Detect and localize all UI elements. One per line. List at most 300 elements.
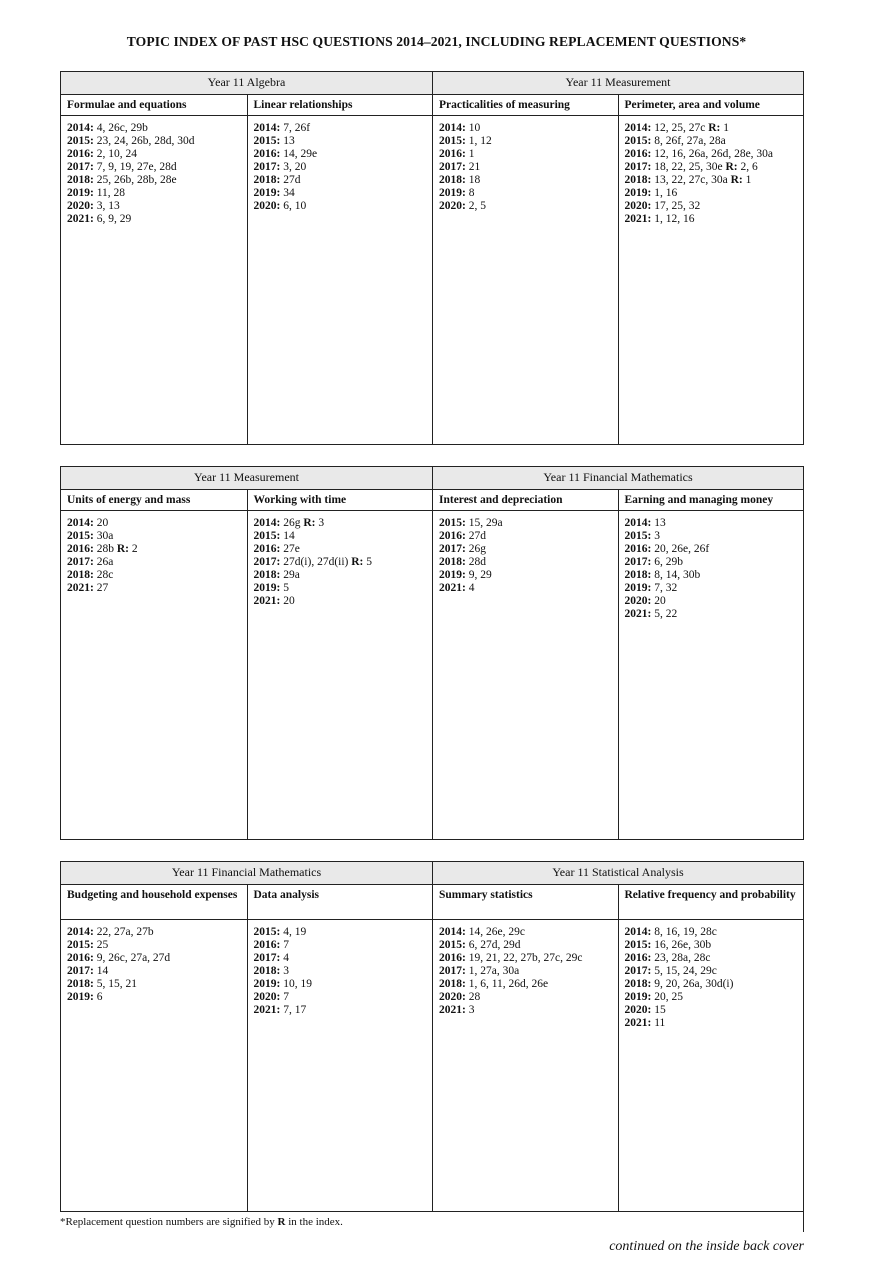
entry-questions: 11 bbox=[654, 1017, 666, 1029]
entry-year: 2015: bbox=[253, 926, 281, 938]
entry-year: 2019: bbox=[624, 187, 652, 199]
entry-questions: 27 bbox=[96, 582, 109, 594]
entry-questions: 25 bbox=[96, 939, 109, 951]
entry-questions: 27d bbox=[283, 174, 301, 186]
entry-year: 2016: bbox=[624, 148, 652, 160]
entry-questions: 4, 26c, 29b bbox=[96, 122, 148, 134]
entry-questions: 1, 27a, 30a bbox=[468, 965, 520, 977]
entry-questions: 16, 26e, 30b bbox=[654, 939, 712, 951]
border-tick bbox=[803, 1210, 804, 1232]
entries-row bbox=[61, 920, 803, 1212]
entry-line bbox=[439, 530, 612, 543]
continued-note: continued on the inside back cover bbox=[609, 1239, 804, 1254]
entry-line bbox=[254, 978, 427, 991]
entry-line bbox=[625, 952, 798, 965]
entry-line bbox=[254, 556, 427, 569]
footnote-text: *Replacement question numbers are signified by bbox=[60, 1216, 275, 1228]
block-header-row bbox=[61, 862, 803, 885]
entry-line bbox=[67, 517, 241, 530]
entry-year: 2021: bbox=[439, 582, 466, 594]
entry-line bbox=[254, 939, 427, 952]
entry-year: 2014: bbox=[439, 926, 466, 938]
entry-line bbox=[254, 1004, 427, 1017]
entry-line bbox=[439, 582, 612, 595]
entries-column bbox=[247, 116, 433, 445]
entry-line bbox=[67, 543, 241, 556]
entry-line bbox=[439, 543, 612, 556]
entry-questions: 3, 20 bbox=[283, 161, 307, 173]
page-title: TOPIC INDEX OF PAST HSC QUESTIONS 2014–2021, INCLUDING REPLACEMENT QUESTIONS* bbox=[126, 34, 747, 49]
entries-column bbox=[247, 920, 433, 1212]
entry-questions: 15 bbox=[654, 1004, 666, 1016]
entry-year: 2016: bbox=[439, 530, 466, 542]
entry-questions: 1 bbox=[468, 148, 475, 160]
entries-row bbox=[61, 511, 803, 840]
entry-year: 2018: bbox=[253, 965, 281, 977]
entry-year: 2015: bbox=[439, 135, 466, 147]
entry-questions: 30a bbox=[96, 530, 114, 542]
entries-column bbox=[618, 116, 804, 445]
entry-line bbox=[625, 965, 798, 978]
entry-line bbox=[67, 952, 241, 965]
entry-year: 2018: bbox=[67, 569, 94, 581]
subtopic-title: Interest and depreciation bbox=[432, 490, 618, 510]
entry-questions: 23, 28a, 28c bbox=[654, 952, 711, 964]
entry-year: 2018: bbox=[439, 978, 466, 990]
entry-year: 2020: bbox=[67, 200, 94, 212]
entry-year: 2014: bbox=[67, 517, 94, 529]
entry-questions: 13 bbox=[654, 517, 666, 529]
entry-line bbox=[439, 926, 612, 939]
entry-line bbox=[439, 1004, 612, 1017]
entry-year: 2020: bbox=[439, 991, 466, 1003]
entry-year: 2019: bbox=[439, 569, 466, 581]
entry-year: 2019: bbox=[624, 582, 652, 594]
entry-questions: 28d bbox=[468, 556, 486, 568]
entry-questions: 4, 19 bbox=[283, 926, 307, 938]
entry-year: 2016: bbox=[624, 952, 652, 964]
entry-line bbox=[625, 1004, 798, 1017]
entry-line bbox=[625, 530, 798, 543]
entries-column bbox=[61, 511, 247, 840]
entry-line bbox=[625, 174, 798, 187]
entry-year: 2017: bbox=[253, 556, 281, 568]
entry-year: 2020: bbox=[439, 200, 466, 212]
entry-questions: 18 bbox=[468, 174, 481, 186]
entry-questions: 34 bbox=[283, 187, 295, 199]
replacement-questions: 3 bbox=[318, 517, 325, 529]
entry-line bbox=[67, 148, 241, 161]
entry-questions: 5 bbox=[283, 582, 289, 594]
entry-questions: 19, 21, 22, 27b, 27c, 29c bbox=[468, 952, 583, 964]
replacement-marker: R: bbox=[116, 543, 129, 555]
replacement-questions: 1 bbox=[723, 122, 729, 134]
entry-year: 2016: bbox=[439, 952, 466, 964]
entry-year: 2016: bbox=[253, 939, 281, 951]
entry-year: 2016: bbox=[67, 148, 94, 160]
entry-line bbox=[625, 595, 798, 608]
entry-line bbox=[625, 517, 798, 530]
entry-questions: 1, 12, 16 bbox=[654, 213, 695, 225]
entry-questions: 28 bbox=[468, 991, 481, 1003]
entry-line bbox=[67, 569, 241, 582]
entry-line bbox=[625, 939, 798, 952]
subtopic-row bbox=[61, 490, 803, 511]
entry-line bbox=[625, 187, 798, 200]
entries-row bbox=[61, 116, 803, 445]
entry-year: 2016: bbox=[624, 543, 652, 555]
entry-questions: 4 bbox=[468, 582, 475, 594]
entry-questions: 20, 26e, 26f bbox=[654, 543, 710, 555]
subtopic-title: Units of energy and mass bbox=[67, 494, 191, 506]
entry-questions: 28c bbox=[96, 569, 114, 581]
entry-year: 2021: bbox=[439, 1004, 466, 1016]
entry-questions: 3 bbox=[468, 1004, 475, 1016]
replacement-questions: 2, 6 bbox=[740, 161, 758, 173]
entry-questions: 6, 10 bbox=[283, 200, 307, 212]
subtopic-title: Perimeter, area and volume bbox=[618, 95, 804, 115]
entry-year: 2019: bbox=[67, 991, 94, 1003]
entry-year: 2018: bbox=[439, 174, 466, 186]
entry-line bbox=[254, 517, 427, 530]
replacement-questions: 5 bbox=[366, 556, 373, 568]
entry-questions: 22, 27a, 27b bbox=[96, 926, 154, 938]
entry-year: 2014: bbox=[67, 926, 94, 938]
entry-line bbox=[254, 174, 427, 187]
entry-year: 2014: bbox=[624, 122, 652, 134]
entry-questions: 7 bbox=[283, 939, 289, 951]
entry-line bbox=[625, 122, 798, 135]
subtopic-title: Budgeting and household expenses bbox=[67, 889, 238, 901]
footnote-r-marker: R bbox=[277, 1216, 286, 1228]
entry-questions: 20 bbox=[96, 517, 109, 529]
entry-line bbox=[67, 174, 241, 187]
entry-questions: 10 bbox=[468, 122, 481, 134]
entry-questions: 14 bbox=[283, 530, 295, 542]
entry-line bbox=[67, 530, 241, 543]
entry-line bbox=[67, 991, 241, 1004]
entry-questions: 26a bbox=[96, 556, 114, 568]
entry-year: 2014: bbox=[253, 122, 281, 134]
entry-questions: 6, 27d, 29d bbox=[468, 939, 521, 951]
entry-year: 2015: bbox=[67, 939, 94, 951]
entry-line bbox=[254, 530, 427, 543]
footnote-text-end: in the index. bbox=[288, 1216, 343, 1228]
entry-questions: 18, 22, 25, 30e bbox=[654, 161, 723, 173]
replacement-questions: 2 bbox=[131, 543, 138, 555]
entry-questions: 13 bbox=[283, 135, 295, 147]
entry-line bbox=[67, 965, 241, 978]
entry-line bbox=[439, 952, 612, 965]
replacement-marker: R: bbox=[725, 161, 738, 173]
entry-line bbox=[439, 148, 612, 161]
entry-line bbox=[439, 939, 612, 952]
entry-line bbox=[67, 556, 241, 569]
entry-line bbox=[254, 926, 427, 939]
entry-year: 2016: bbox=[253, 543, 281, 555]
entry-line bbox=[67, 926, 241, 939]
topic-block-1 bbox=[60, 71, 804, 445]
entry-questions: 1, 6, 11, 26d, 26e bbox=[468, 978, 549, 990]
entries-column bbox=[432, 116, 618, 445]
entry-questions: 5, 15, 24, 29c bbox=[654, 965, 717, 977]
entry-line bbox=[67, 939, 241, 952]
entry-line bbox=[625, 161, 798, 174]
entry-year: 2020: bbox=[253, 991, 281, 1003]
entry-questions: 6, 29b bbox=[654, 556, 683, 568]
entry-line bbox=[625, 569, 798, 582]
entry-line bbox=[625, 1017, 798, 1030]
entry-year: 2015: bbox=[253, 135, 281, 147]
subtopic-title: Linear relationships bbox=[247, 95, 433, 115]
entry-questions: 14, 29e bbox=[283, 148, 318, 160]
entry-year: 2018: bbox=[67, 174, 94, 186]
entry-questions: 1, 16 bbox=[654, 187, 678, 199]
subtopic-title: Data analysis bbox=[247, 885, 433, 919]
entry-year: 2014: bbox=[253, 517, 281, 529]
entry-line bbox=[254, 148, 427, 161]
entry-line bbox=[439, 200, 612, 213]
entries-column bbox=[618, 511, 804, 840]
section-header: Year 11 Financial Mathematics bbox=[432, 467, 803, 489]
entry-line bbox=[254, 965, 427, 978]
entry-line bbox=[254, 991, 427, 1004]
entry-year: 2015: bbox=[439, 939, 466, 951]
replacement-marker: R: bbox=[708, 122, 721, 134]
entry-line bbox=[625, 978, 798, 991]
entry-year: 2017: bbox=[67, 556, 94, 568]
entry-line bbox=[439, 965, 612, 978]
block-header-row bbox=[61, 467, 803, 490]
entry-questions: 6 bbox=[96, 991, 103, 1003]
entry-line bbox=[254, 543, 427, 556]
entry-line bbox=[254, 952, 427, 965]
entry-line bbox=[67, 213, 241, 226]
entry-line bbox=[625, 135, 798, 148]
entry-year: 2017: bbox=[439, 965, 466, 977]
entry-year: 2021: bbox=[67, 213, 94, 225]
entry-questions: 25, 26b, 28b, 28e bbox=[96, 174, 177, 186]
entry-questions: 7 bbox=[283, 991, 289, 1003]
subtopic-title: Formulae and equations bbox=[67, 99, 187, 111]
entry-questions: 8, 26f, 27a, 28a bbox=[654, 135, 726, 147]
entry-year: 2019: bbox=[253, 582, 281, 594]
entry-year: 2019: bbox=[439, 187, 466, 199]
entry-year: 2014: bbox=[624, 926, 652, 938]
section-header: Year 11 Financial Mathematics bbox=[171, 865, 322, 879]
subtopic-row bbox=[61, 95, 803, 116]
section-header: Year 11 Measurement bbox=[194, 470, 299, 484]
section-header: Year 11 Statistical Analysis bbox=[432, 862, 803, 884]
entry-line bbox=[254, 595, 427, 608]
entry-year: 2018: bbox=[253, 569, 281, 581]
entry-year: 2015: bbox=[67, 135, 94, 147]
entry-questions: 11, 28 bbox=[96, 187, 126, 199]
entry-year: 2017: bbox=[439, 543, 466, 555]
entry-line bbox=[625, 608, 798, 621]
entry-questions: 29a bbox=[283, 569, 300, 581]
entry-line bbox=[67, 978, 241, 991]
entry-questions: 20 bbox=[283, 595, 295, 607]
entry-questions: 26g bbox=[468, 543, 486, 555]
topic-block-2 bbox=[60, 466, 804, 840]
entry-line bbox=[625, 991, 798, 1004]
entry-line bbox=[254, 161, 427, 174]
entry-year: 2021: bbox=[67, 582, 94, 594]
entry-line bbox=[254, 122, 427, 135]
entry-questions: 5, 15, 21 bbox=[96, 978, 137, 990]
entry-year: 2017: bbox=[624, 161, 652, 173]
entry-questions: 27d bbox=[468, 530, 486, 542]
entry-year: 2020: bbox=[624, 200, 652, 212]
entry-year: 2017: bbox=[253, 952, 281, 964]
entry-line bbox=[625, 200, 798, 213]
entry-line bbox=[625, 543, 798, 556]
entry-questions: 3 bbox=[654, 530, 660, 542]
entry-questions: 14 bbox=[96, 965, 109, 977]
entry-questions: 12, 25, 27c bbox=[654, 122, 706, 134]
entry-year: 2018: bbox=[67, 978, 94, 990]
entry-line bbox=[439, 187, 612, 200]
entry-line bbox=[439, 569, 612, 582]
entry-questions: 20, 25 bbox=[654, 991, 683, 1003]
entry-questions: 8, 14, 30b bbox=[654, 569, 701, 581]
entry-questions: 27d(i), 27d(ii) bbox=[283, 556, 349, 568]
entry-year: 2015: bbox=[253, 530, 281, 542]
section-header: Year 11 Measurement bbox=[432, 72, 803, 94]
entry-year: 2014: bbox=[624, 517, 652, 529]
entries-column bbox=[432, 511, 618, 840]
entry-questions: 14, 26e, 29c bbox=[468, 926, 525, 938]
entry-year: 2019: bbox=[67, 187, 94, 199]
entry-year: 2020: bbox=[624, 595, 652, 607]
entry-year: 2015: bbox=[624, 530, 652, 542]
replacement-marker: R: bbox=[303, 517, 316, 529]
entry-questions: 20 bbox=[654, 595, 666, 607]
entry-year: 2021: bbox=[624, 608, 652, 620]
entry-questions: 4 bbox=[283, 952, 289, 964]
entry-questions: 21 bbox=[468, 161, 481, 173]
entry-questions: 13, 22, 27c, 30a bbox=[654, 174, 728, 186]
entry-year: 2021: bbox=[253, 1004, 281, 1016]
entry-year: 2021: bbox=[624, 213, 652, 225]
entry-year: 2015: bbox=[67, 530, 94, 542]
entry-year: 2016: bbox=[67, 952, 94, 964]
entry-questions: 1, 12 bbox=[468, 135, 492, 147]
entries-column bbox=[432, 920, 618, 1212]
subtopic-title: Working with time bbox=[247, 490, 433, 510]
entry-line bbox=[439, 122, 612, 135]
entry-year: 2016: bbox=[67, 543, 94, 555]
entry-year: 2017: bbox=[624, 556, 652, 568]
entry-line bbox=[67, 200, 241, 213]
section-header: Year 11 Algebra bbox=[207, 75, 286, 89]
entry-year: 2017: bbox=[67, 161, 94, 173]
entry-line bbox=[625, 556, 798, 569]
replacement-marker: R: bbox=[351, 556, 364, 568]
entry-year: 2015: bbox=[624, 939, 652, 951]
entry-questions: 9, 26c, 27a, 27d bbox=[96, 952, 171, 964]
entry-questions: 6, 9, 29 bbox=[96, 213, 132, 225]
topic-block-3 bbox=[60, 861, 804, 1212]
entry-questions: 15, 29a bbox=[468, 517, 503, 529]
entry-line bbox=[67, 187, 241, 200]
entry-line bbox=[67, 161, 241, 174]
entry-line bbox=[254, 187, 427, 200]
entry-line bbox=[439, 556, 612, 569]
entries-column bbox=[618, 920, 804, 1212]
subtopic-row bbox=[61, 885, 803, 920]
entry-year: 2019: bbox=[624, 991, 652, 1003]
entry-line bbox=[254, 135, 427, 148]
entry-year: 2021: bbox=[624, 1017, 652, 1029]
entry-line bbox=[625, 148, 798, 161]
replacement-marker: R: bbox=[730, 174, 743, 186]
entry-line bbox=[439, 991, 612, 1004]
entry-line bbox=[439, 978, 612, 991]
entry-line bbox=[254, 200, 427, 213]
entry-questions: 9, 20, 26a, 30d(i) bbox=[654, 978, 734, 990]
entry-year: 2019: bbox=[253, 978, 281, 990]
entry-year: 2017: bbox=[253, 161, 281, 173]
entry-questions: 3 bbox=[283, 965, 289, 977]
entry-line bbox=[67, 135, 241, 148]
entry-questions: 7, 17 bbox=[283, 1004, 307, 1016]
entry-year: 2017: bbox=[624, 965, 652, 977]
entry-questions: 27e bbox=[283, 543, 300, 555]
entry-year: 2015: bbox=[439, 517, 466, 529]
entry-questions: 5, 22 bbox=[654, 608, 678, 620]
entry-year: 2020: bbox=[253, 200, 281, 212]
entry-year: 2017: bbox=[439, 161, 466, 173]
entry-year: 2020: bbox=[624, 1004, 652, 1016]
entry-year: 2014: bbox=[67, 122, 94, 134]
entry-year: 2014: bbox=[439, 122, 466, 134]
entry-year: 2017: bbox=[67, 965, 94, 977]
entry-questions: 9, 29 bbox=[468, 569, 492, 581]
entry-line bbox=[67, 122, 241, 135]
entry-questions: 2, 5 bbox=[468, 200, 486, 212]
footnote bbox=[60, 1216, 343, 1228]
subtopic-title: Earning and managing money bbox=[618, 490, 804, 510]
entry-line bbox=[625, 582, 798, 595]
entry-questions: 7, 32 bbox=[654, 582, 678, 594]
entry-line bbox=[439, 174, 612, 187]
entry-year: 2018: bbox=[624, 174, 652, 186]
entry-line bbox=[67, 582, 241, 595]
entry-year: 2016: bbox=[253, 148, 281, 160]
entry-year: 2018: bbox=[624, 978, 652, 990]
entry-year: 2018: bbox=[439, 556, 466, 568]
entry-questions: 7, 9, 19, 27e, 28d bbox=[96, 161, 177, 173]
entry-questions: 8 bbox=[468, 187, 475, 199]
entry-questions: 10, 19 bbox=[283, 978, 312, 990]
entry-year: 2018: bbox=[624, 569, 652, 581]
entry-questions: 28b bbox=[96, 543, 114, 555]
entry-questions: 8, 16, 19, 28c bbox=[654, 926, 717, 938]
subtopic-title: Summary statistics bbox=[432, 885, 618, 919]
entry-year: 2015: bbox=[624, 135, 652, 147]
entry-year: 2018: bbox=[253, 174, 281, 186]
replacement-questions: 1 bbox=[745, 174, 752, 186]
entries-column bbox=[61, 116, 247, 445]
entry-year: 2019: bbox=[253, 187, 281, 199]
entry-year: 2021: bbox=[253, 595, 281, 607]
subtopic-title: Practicalities of measuring bbox=[432, 95, 618, 115]
block-header-row bbox=[61, 72, 803, 95]
entries-column bbox=[61, 920, 247, 1212]
subtopic-title: Relative frequency and probability bbox=[618, 885, 804, 919]
